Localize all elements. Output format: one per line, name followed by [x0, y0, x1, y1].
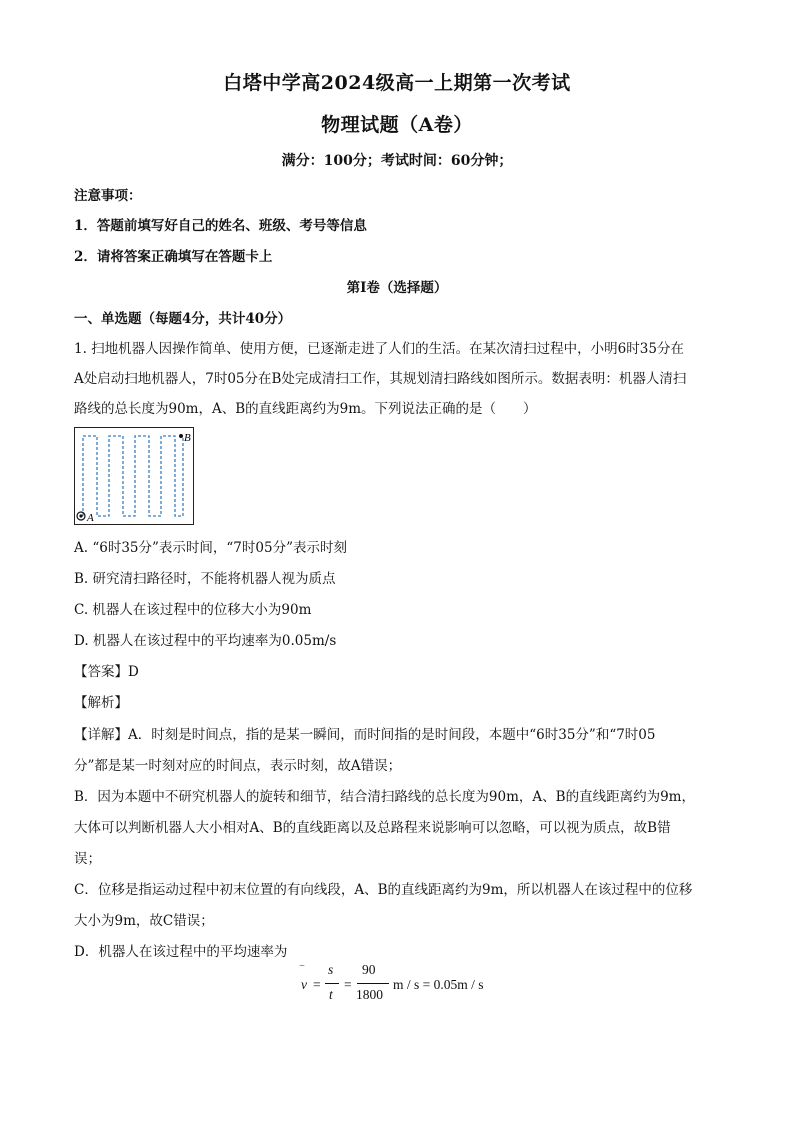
detail-line-1: 【详解】A．时刻是时间点，指的是某一瞬间，而时间指的是时间段，本题中“6时35分”和“7时05 — [74, 727, 656, 743]
overbar: ‾ — [300, 964, 304, 978]
section-title: 第I卷（选择题） — [346, 280, 448, 296]
route-path — [83, 436, 183, 516]
exam-title: 白塔中学高2024级高一上期第一次考试 — [223, 72, 571, 94]
question-1-stem-line-1: 1. 扫地机器人因操作简单、使用方便，已逐渐走进了人们的生活。在某次清扫过程中，小明6时35分在 — [74, 341, 684, 357]
question-1-stem — [74, 334, 734, 424]
question-1-stem-line-3: 路线的总长度为90m，A、B的直线距离约为9m。下列说法正确的是（ ） — [74, 401, 537, 417]
cleaning-route-figure — [74, 427, 194, 525]
formula-v: v — [301, 977, 307, 992]
option-c: C. 机器人在该过程中的位移大小为90m — [74, 602, 312, 618]
fraction-bar-2 — [357, 983, 389, 984]
answer-label: 【答案】D — [74, 664, 139, 680]
exam-meta: 满分：100分；考试时间：60分钟； — [281, 153, 513, 169]
formula-den: 1800 — [356, 987, 383, 1002]
analysis-label: 【解析】 — [74, 695, 128, 711]
fraction-bar-1 — [325, 983, 339, 984]
detail-line-2: 分”都是某一时刻对应的时间点，表示时刻，故A错误； — [74, 758, 402, 774]
option-b: B. 研究清扫路径时，不能将机器人视为质点 — [74, 571, 336, 587]
detail-line-4: 大体可以判断机器人大小相对A、B的直线距离以及总路程来说影响可以忽略，可以视为质点，故B错 — [74, 820, 671, 836]
detail-line-8: D．机器人在该过程中的平均速率为 — [74, 944, 288, 960]
formula-eq2: = — [344, 977, 352, 992]
label-b: B — [184, 432, 191, 444]
notes-item-2: 2．请将答案正确填写在答题卡上 — [74, 249, 273, 265]
exam-subtitle: 物理试题（A卷） — [321, 114, 473, 136]
route-diagram — [75, 428, 193, 524]
detail-line-6: C．位移是指运动过程中初末位置的有向线段，A、B的直线距离约为9m，所以机器人在该过程中的位移 — [74, 882, 693, 898]
detail-line-5: 误； — [74, 851, 101, 867]
notes-heading: 注意事项： — [74, 188, 142, 204]
question-1-stem-line-2: A处启动扫地机器人，7时05分在B处完成清扫工作，其规划清扫路线如图所示。数据表明：机器人清扫 — [74, 371, 687, 387]
notes-item-1: 1．答题前填写好自己的姓名、班级、考号等信息 — [74, 218, 367, 234]
label-a: A — [87, 512, 94, 524]
part-heading: 一、单选题（每题4分，共计40分） — [74, 311, 292, 327]
option-a: A. “6时35分”表示时间，“7时05分”表示时刻 — [74, 540, 347, 556]
formula-t: t — [329, 987, 333, 1002]
point-b-dot — [179, 434, 183, 438]
formula-tail: m / s = 0.05m / s — [393, 977, 484, 992]
formula-eq1: = — [313, 977, 321, 992]
formula-s: s — [328, 962, 334, 977]
robot-icon-core — [79, 514, 82, 517]
option-d: D. 机器人在该过程中的平均速率为0.05m/s — [74, 633, 337, 649]
detail-line-3: B．因为本题中不研究机器人的旋转和细节，结合清扫路线的总长度为90m，A、B的直线距离约为9m， — [74, 789, 695, 805]
detail-line-7: 大小为9m，故C错误； — [74, 913, 214, 929]
formula-num: 90 — [362, 962, 376, 977]
